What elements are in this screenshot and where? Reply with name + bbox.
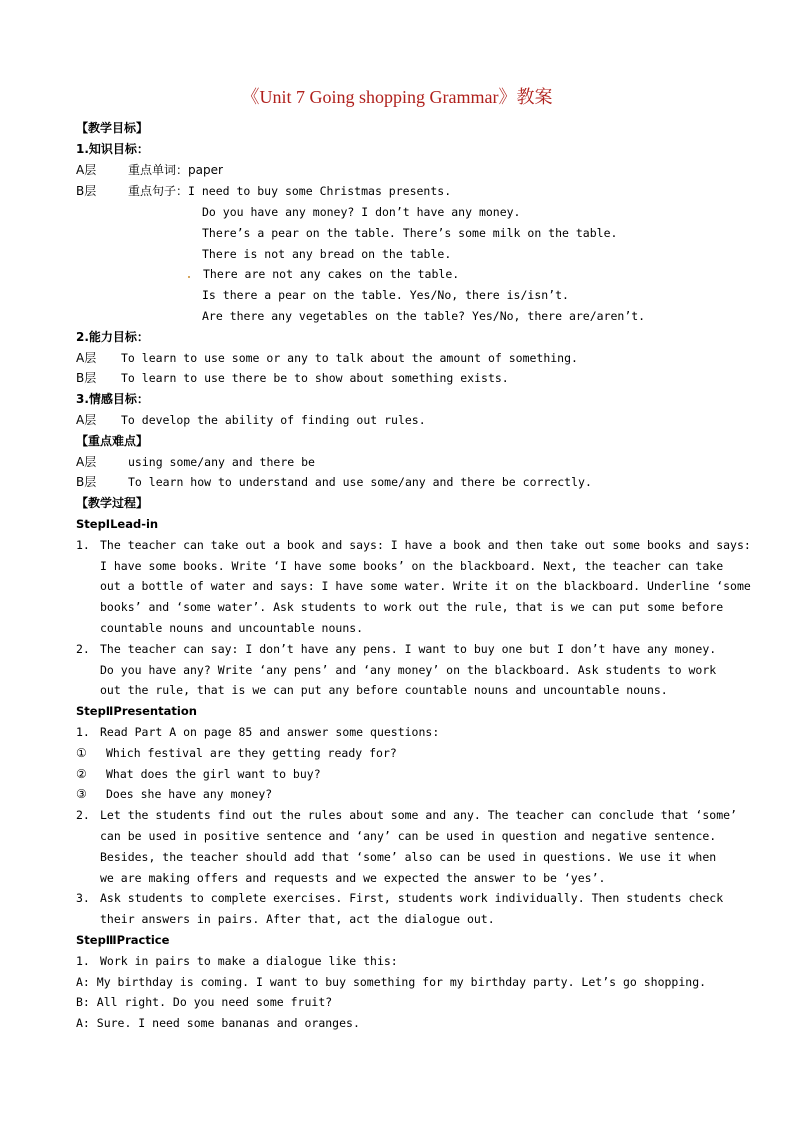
level-a-label: A层 [76, 351, 97, 365]
paragraph-line: out the rule, that is we can put any before countable nouns and uncountable nouns. [100, 683, 668, 697]
question-number: ① [76, 746, 87, 760]
list-number: 2. [76, 642, 90, 656]
key-sentence: There is not any bread on the table. [202, 247, 452, 261]
key-header: 【重点难点】 [76, 434, 149, 448]
key-sentence: There’s a pear on the table. There’s some milk on the table. [202, 226, 618, 240]
dialogue-line: B: All right. Do you need some fruit? [76, 995, 333, 1009]
level-a-label: A层 [76, 163, 97, 177]
key-b-text: To learn how to understand and use some/any and there be correctly. [128, 475, 592, 489]
key-b-row [76, 475, 592, 489]
list-number: 1. [76, 725, 90, 739]
list-number: 2. [76, 808, 90, 822]
knowledge-a-row [76, 163, 223, 177]
paragraph-line: Besides, the teacher should add that ‘some’ also can be used in questions. We use it when [100, 850, 717, 864]
knowledge-header: 1.知识目标： [76, 142, 149, 156]
ability-b-row [76, 371, 509, 385]
knowledge-b-label: 重点句子： [128, 184, 189, 198]
key-a-text: using some/any and there be [128, 455, 315, 469]
paragraph-line: The teacher can say: I don’t have any pens. I want to buy one but I don’t have any money. [100, 642, 717, 656]
question-number: ② [76, 767, 87, 781]
key-sentence: Do you have any money? I don’t have any money. [202, 205, 521, 219]
ability-b-text: To learn to use there be to show about something exists. [121, 371, 509, 385]
list-number: 1. [76, 954, 90, 968]
key-sentence: Are there any vegetables on the table? Yes/No, there are/aren’t. [202, 309, 646, 323]
step3-heading: StepⅢPractice [76, 933, 170, 947]
emotion-a-row [76, 413, 426, 427]
paragraph-line: I have some books. Write ‘I have some books’ on the blackboard. Next, the teacher can take [100, 559, 724, 573]
key-sentence: Is there a pear on the table. Yes/No, there is/isn’t. [202, 288, 569, 302]
process-header: 【教学过程】 [76, 496, 149, 510]
paragraph-line: can be used in positive sentence and ‘any’ can be used in question and negative sentence. [100, 829, 717, 843]
level-b-label: B层 [76, 475, 97, 489]
step2-heading: StepⅡPresentation [76, 704, 197, 718]
knowledge-b-row [76, 184, 451, 198]
question-text: Does she have any money? [106, 787, 273, 801]
key-sentence: I need to buy some Christmas presents. [188, 184, 452, 198]
paragraph-line: Read Part A on page 85 and answer some questions: [100, 725, 440, 739]
paragraph-line: Work in pairs to make a dialogue like this: [100, 954, 398, 968]
dialogue-line: A: Sure. I need some bananas and oranges. [76, 1016, 360, 1030]
list-number: 1. [76, 538, 90, 552]
paragraph-line: Do you have any? Write ‘any pens’ and ‘any money’ on the blackboard. Ask students to work [100, 663, 717, 677]
stray-mark [188, 276, 190, 278]
page-title: 《Unit 7 Going shopping Grammar》教案 [241, 87, 553, 107]
paragraph-line: out a bottle of water and says: I have some water. Write it on the blackboard. Underline ‘some [100, 579, 751, 593]
list-number: 3. [76, 891, 90, 905]
ability-a-text: To learn to use some or any to talk about the amount of something. [121, 351, 578, 365]
dialogue-line: A: My birthday is coming. I want to buy something for my birthday party. Let’s go shopping. [76, 975, 707, 989]
emotion-header: 3.情感目标： [76, 392, 149, 406]
paragraph-line: Let the students find out the rules about some and any. The teacher can conclude that ‘some’ [100, 808, 737, 822]
key-sentence: There are not any cakes on the table. [203, 267, 460, 281]
paragraph-line: books’ and ‘some water’. Ask students to work out the rule, that is we can put some before [100, 600, 724, 614]
goals-header: 【教学目标】 [76, 121, 149, 135]
question-number: ③ [76, 787, 87, 801]
level-b-label: B层 [76, 184, 97, 198]
step1-heading: StepⅠLead-in [76, 517, 159, 531]
paragraph-line: countable nouns and uncountable nouns. [100, 621, 364, 635]
ability-a-row [76, 351, 578, 365]
level-a-label: A层 [76, 455, 97, 469]
paragraph-line: Ask students to complete exercises. First, students work individually. Then students check [100, 891, 724, 905]
question-text: What does the girl want to buy? [106, 767, 321, 781]
level-b-label: B层 [76, 371, 97, 385]
ability-header: 2.能力目标： [76, 330, 149, 344]
knowledge-a-text: 重点单词：paper [128, 163, 223, 177]
question-text: Which festival are they getting ready for? [106, 746, 397, 760]
paragraph-line: their answers in pairs. After that, act the dialogue out. [100, 912, 495, 926]
paragraph-line: The teacher can take out a book and says: I have a book and then take out some books and says: [100, 538, 751, 552]
paragraph-line: we are making offers and requests and we expected the answer to be ‘yes’. [100, 871, 606, 885]
key-a-row [76, 455, 315, 469]
level-a-label: A层 [76, 413, 97, 427]
emotion-a-text: To develop the ability of finding out rules. [121, 413, 426, 427]
